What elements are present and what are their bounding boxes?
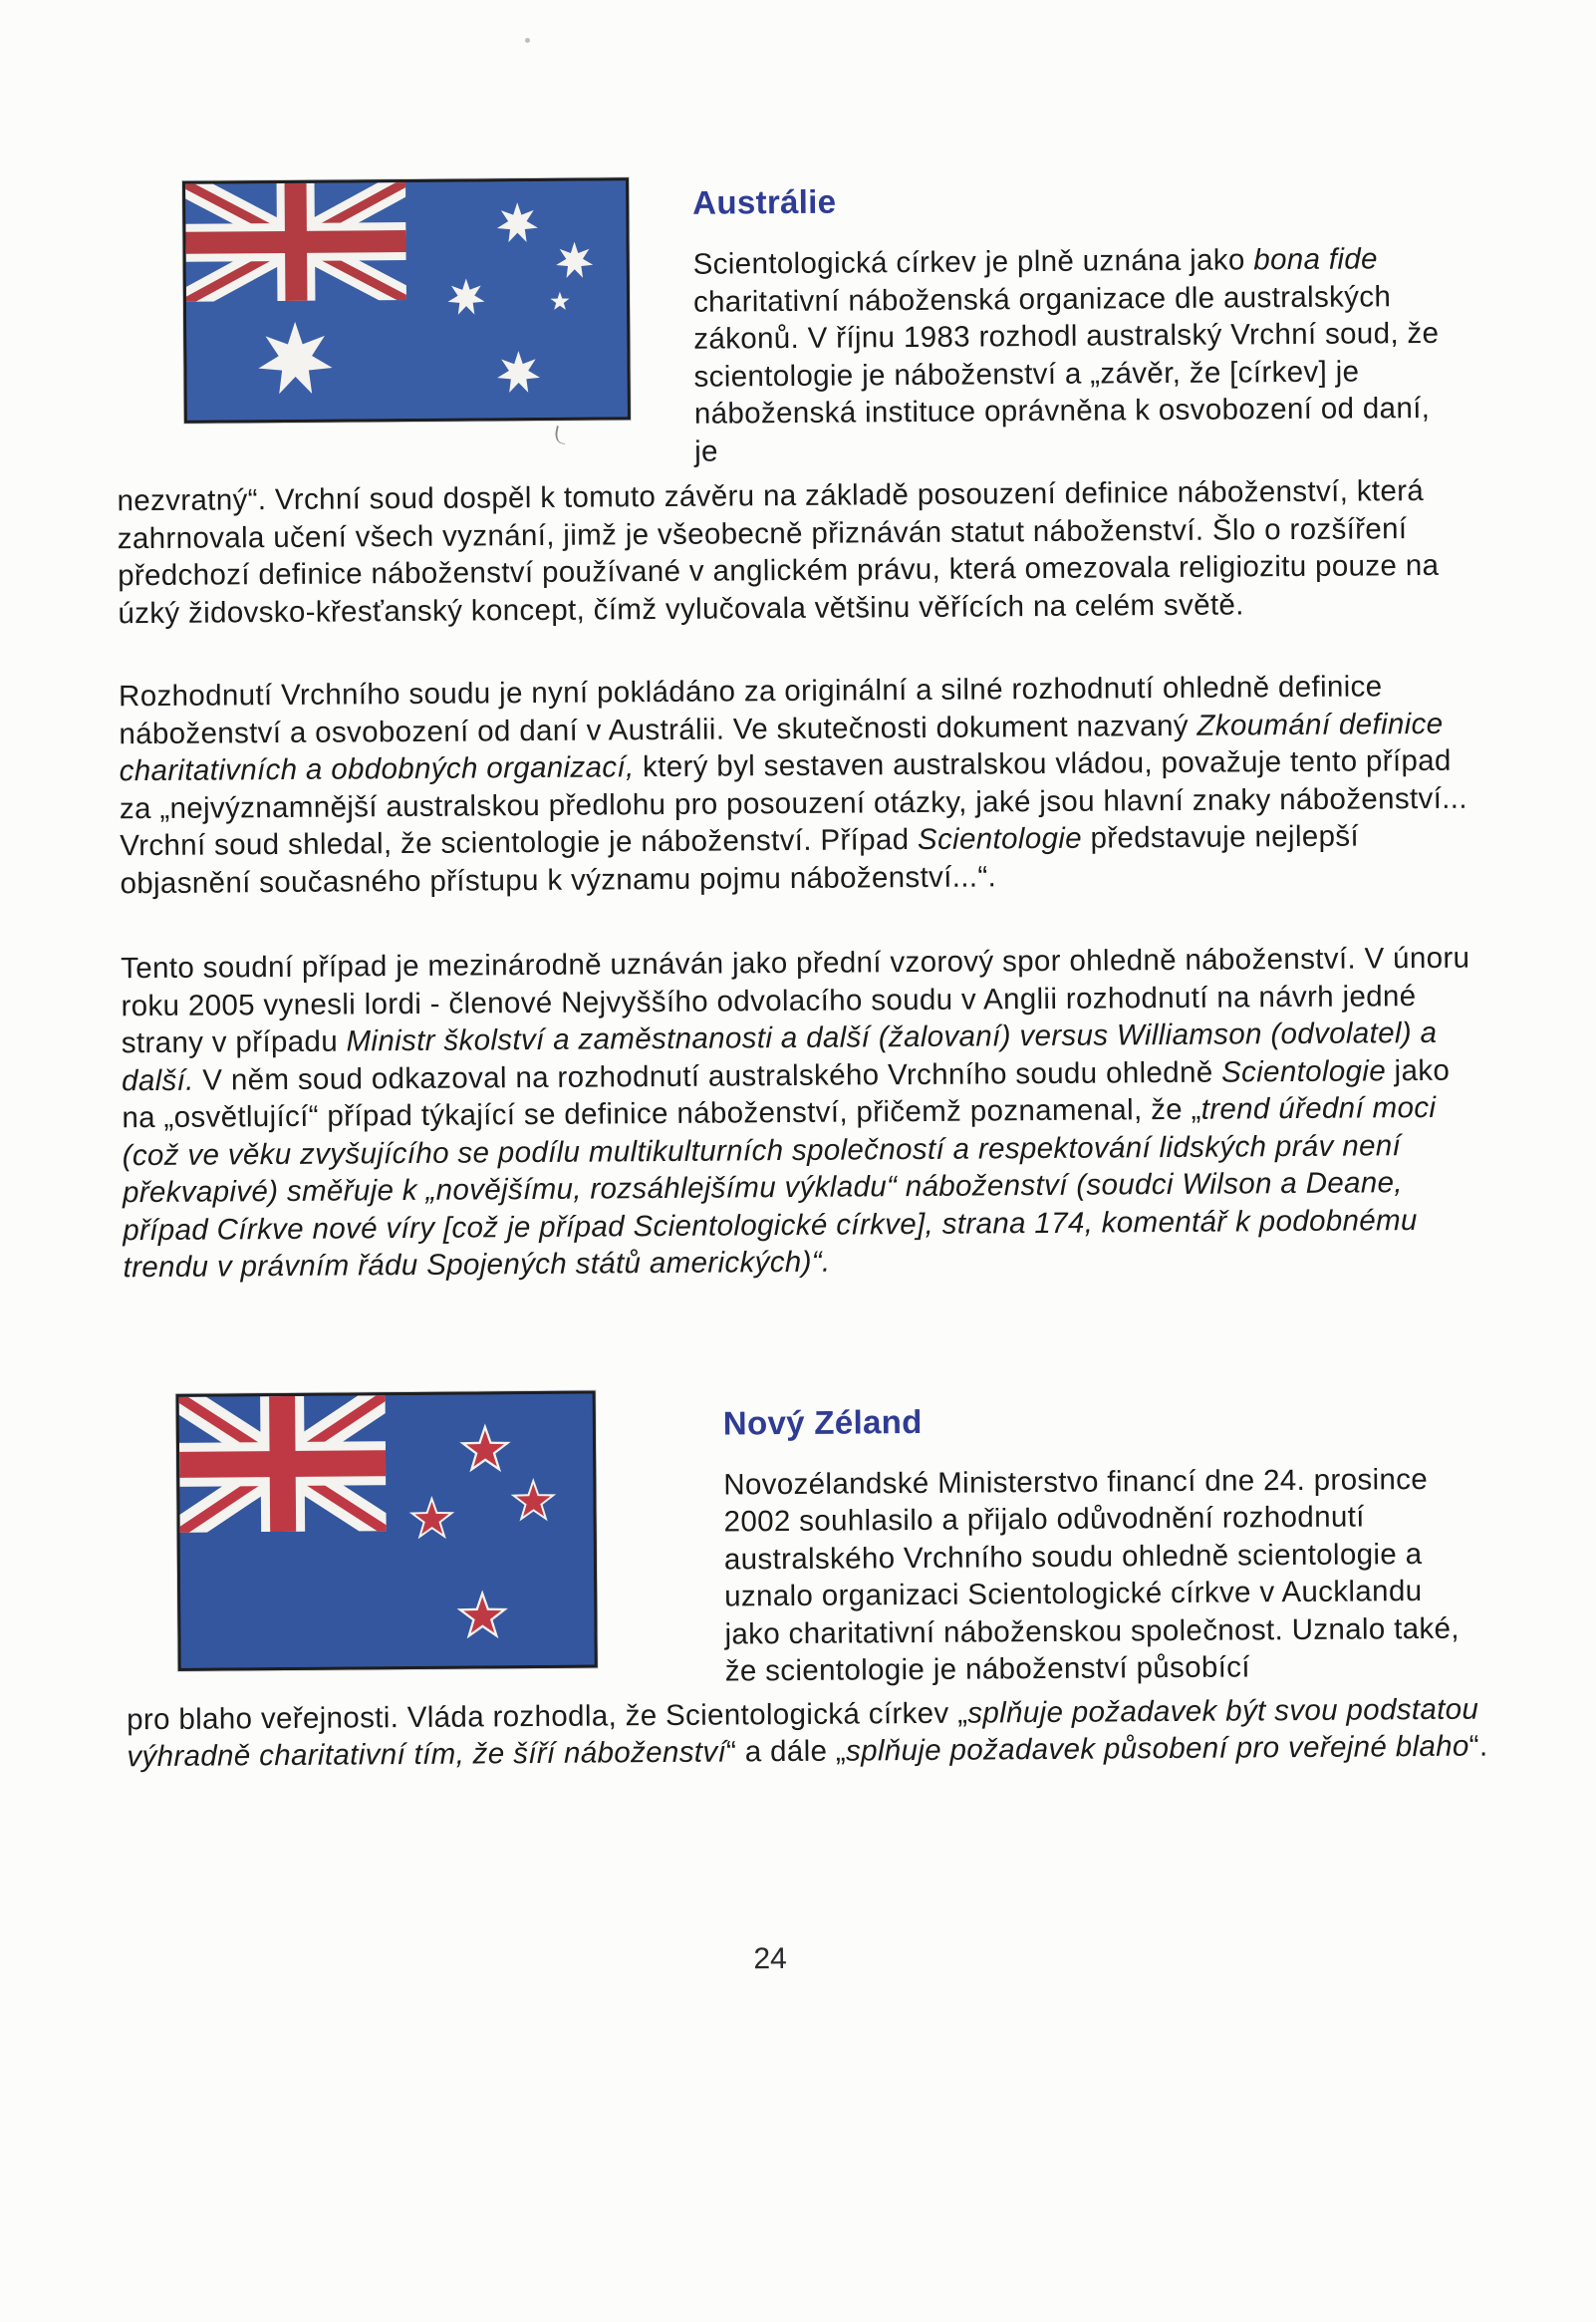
scan-artifact xyxy=(525,38,530,43)
section-heading-australia: Austrálie xyxy=(692,182,837,221)
page-footer xyxy=(87,1936,1454,1981)
australia-flag-image xyxy=(185,180,628,420)
australia-section-head xyxy=(182,171,1483,474)
new-zealand-paragraph-continuation: pro blaho veřejnosti. Vláda rozhodla, že Scientologická církev „splňuje požadavek být svou podstatou výhradně charitativní tím, že šíří náboženství“ a dále „splňuje požadavek působení pro veřejné blaho“. xyxy=(127,1692,1488,1774)
section-australia xyxy=(115,171,1490,1287)
new-zealand-section-head xyxy=(176,1383,1493,1694)
section-new-zealand xyxy=(125,1383,1494,1776)
page-number: 24 xyxy=(753,1941,787,1975)
new-zealand-intro-paragraph: Novozélandské Ministerstvo financí dne 24. prosince 2002 souhlasilo a přijalo odůvodnění rozhodnutí australského Vrchního soudu ohledně scientologie a uznalo organizaci Scientologické církve v Aucklandu jako charitativní náboženskou společnost. Uznalo také, že scientologie je náboženství působící xyxy=(723,1462,1460,1688)
new-zealand-text-column xyxy=(723,1383,1463,1690)
union-jack xyxy=(179,1395,387,1533)
australia-flag xyxy=(182,177,631,424)
australia-intro-paragraph: Scientologická církev je plně uznána jako bona fide charitativní náboženská organizace dle australských zákonů. V říjnu 1983 rozhodl australský Vrchní soud, že scientologie je náboženství a „závěr, že [církev] je náboženská instituce oprávněna k osvobození od daní, je xyxy=(692,242,1440,468)
australia-paragraph-2: Rozhodnutí Vrchního soudu je nyní pokládáno za originální a silné rozhodnutí ohledně definice náboženství a osvobození od daní v Austrálii. Ve skutečnosti dokument nazvaný Zkoumání definice charitativních a obdobných organizací, který byl sestaven australskou vládou, považuje tento případ za „nejvýznamnější australskou předlohu pro posouzení otázky, jaké jsou hlavní znaky náboženství... Vrchní soud shledal, že scientologie je náboženství. Případ Scientologie představuje nejlepší objasnění současného přístupu k významu pojmu náboženství...“. xyxy=(118,670,1467,900)
section-heading-new-zealand: Nový Zéland xyxy=(722,1402,923,1442)
new-zealand-flag xyxy=(176,1390,598,1670)
australia-text-column xyxy=(692,171,1450,470)
union-jack xyxy=(185,182,406,302)
australia-paragraph-continuation: nezvratný“. Vrchní soud dospěl k tomuto závěru na základě posouzení definice náboženství, která zahrnovala učení všech vyznání, jimž je všeobecně přiznáván statut náboženství. Šlo o rozšíření předchozí definice náboženství používané v anglickém právu, která omezovala religiozitu pouze na úzký židovsko-křesťanský koncept, čímž vylučovala většinu věřících na celém světě. xyxy=(117,473,1440,630)
page-content xyxy=(115,171,1495,1981)
new-zealand-flag-image xyxy=(179,1393,595,1667)
australia-paragraph-3: Tento soudní případ je mezinárodně uznáván jako přední vzorový spor ohledně náboženství. V únoru roku 2005 vynesli lordi - členové Nejvyššího odvolacího soudu v Anglii rozhodnutí na návrh jedné strany v případu Ministr školství a zaměstnanosti a další (žalovaní) versus Williamson (odvolatel) a další. V něm soud odkazoval na rozhodnutí australského Vrchního soudu ohledně Scientologie jako na „osvětlující“ případ týkající se definice náboženství, přičemž poznamenal, že „trend úřední moci (což ve věku zvyšujícího se podílu multikulturních společností a respektování lidských práv není překvapivé) směřuje k „novějšímu, rozsáhlejšímu výkladu“ náboženství (soudci Wilson a Deane, případ Církve nové víry [což je případ Scientologické církve], strana 174, komentář k podobnému trendu v právním řádu Spojených států amerických)“. xyxy=(121,941,1470,1285)
